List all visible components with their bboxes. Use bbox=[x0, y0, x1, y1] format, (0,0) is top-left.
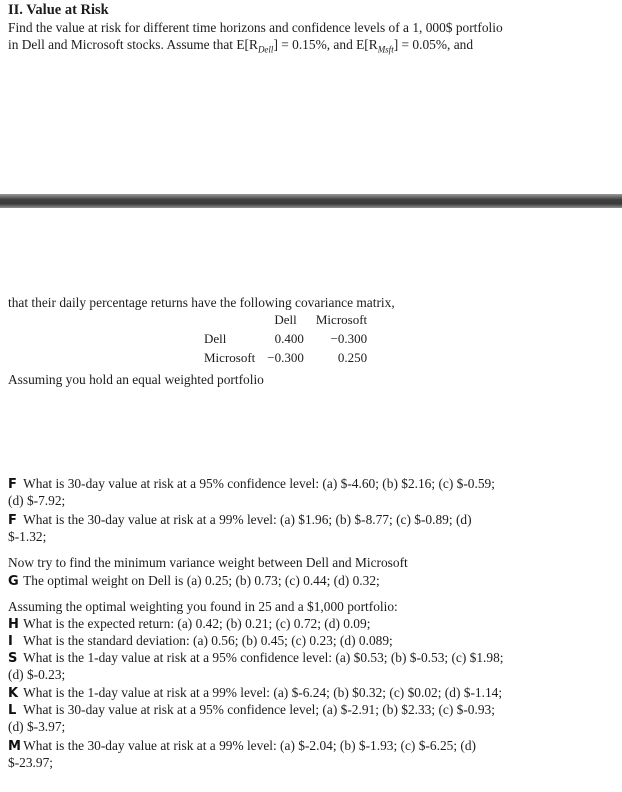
covariance-header-microsoft: Microsoft bbox=[315, 311, 368, 327]
handwritten-mark: F bbox=[8, 477, 17, 492]
covariance-cell: −0.300 bbox=[330, 330, 368, 346]
question-text: What is 30-day value at risk at a 95% confidence level; (a) $-2.91; (b) $2.33; (c) $-0.93; bbox=[23, 702, 495, 717]
intro-line-2 bbox=[8, 37, 473, 58]
subscript-dell: Dell bbox=[257, 44, 274, 55]
question-9-line-1 bbox=[8, 738, 476, 755]
covariance-cell: 0.400 bbox=[274, 330, 304, 346]
handwritten-mark: F bbox=[8, 513, 17, 528]
section-title: II. Value at Risk bbox=[8, 2, 109, 18]
covariance-intro: that their daily percentage returns have the following covariance matrix, bbox=[8, 295, 395, 310]
intro-line-1: Find the value at risk for different time horizons and confidence levels of a 1, 000$ portfolio bbox=[8, 20, 503, 35]
question-5 bbox=[8, 633, 393, 650]
page-divider bbox=[0, 194, 622, 208]
intro-text-a: in Dell and Microsoft stocks. Assume that E[R bbox=[8, 37, 258, 52]
covariance-cell: −0.300 bbox=[267, 349, 304, 365]
question-9-line-2: $-23.97; bbox=[8, 755, 54, 770]
question-text: What is the standard deviation: (a) 0.56; (b) 0.45; (c) 0.23; (d) 0.089; bbox=[23, 633, 393, 648]
covariance-corner bbox=[198, 310, 261, 329]
covariance-row-label: Dell bbox=[204, 330, 227, 346]
question-1-line-1 bbox=[8, 476, 495, 493]
intro-text-b: ] = 0.15%, and E[R bbox=[273, 37, 378, 52]
question-6-line-2: (d) $-0.23; bbox=[8, 667, 66, 682]
intro-text-c: ] = 0.05%, and bbox=[393, 37, 474, 52]
handwritten-mark: I bbox=[8, 634, 13, 649]
handwritten-mark: G bbox=[8, 574, 19, 589]
covariance-row bbox=[198, 348, 373, 367]
question-1-line-2: (d) $-7.92; bbox=[8, 493, 66, 508]
question-4 bbox=[8, 616, 370, 633]
handwritten-mark: H bbox=[8, 617, 19, 632]
question-3 bbox=[8, 573, 380, 590]
min-variance-text: Now try to find the minimum variance weight between Dell and Microsoft bbox=[8, 555, 408, 570]
question-2-line-2: $-1.32; bbox=[8, 529, 47, 544]
question-text: What is the 1-day value at risk at a 99% level: (a) $-6.24; (b) $0.32; (c) $0.02; (d) $-1.14; bbox=[23, 685, 503, 700]
subscript-msft: Msft bbox=[377, 44, 394, 55]
handwritten-mark: K bbox=[8, 686, 19, 701]
question-2-line-1 bbox=[8, 512, 472, 529]
question-text: What is the 30-day value at risk at a 99% level: (a) $1.96; (b) $-8.77; (c) $-0.89; (d) bbox=[23, 512, 472, 527]
covariance-row-label: Microsoft bbox=[204, 349, 256, 365]
question-8-line-2: (d) $-3.97; bbox=[8, 719, 66, 734]
covariance-cell: 0.250 bbox=[337, 349, 368, 365]
question-6-line-1 bbox=[8, 650, 504, 667]
covariance-row bbox=[198, 329, 373, 348]
optimal-text: Assuming the optimal weighting you found in 25 and a $1,000 portfolio: bbox=[8, 599, 398, 614]
handwritten-mark: M bbox=[8, 739, 21, 754]
covariance-header-row bbox=[198, 310, 373, 329]
question-text: What is the 1-day value at risk at a 95% confidence level: (a) $0.53; (b) $-0.53; (c) $1.98; bbox=[23, 650, 504, 665]
covariance-header-dell: Dell bbox=[274, 311, 297, 327]
question-7 bbox=[8, 685, 502, 702]
question-text: What is the expected return: (a) 0.42; (b) 0.21; (c) 0.72; (d) 0.09; bbox=[23, 616, 371, 631]
handwritten-mark: L bbox=[8, 703, 17, 718]
question-text: The optimal weight on Dell is (a) 0.25; (b) 0.73; (c) 0.44; (d) 0.32; bbox=[23, 573, 380, 588]
covariance-matrix bbox=[198, 310, 373, 367]
question-text: What is the 30-day value at risk at a 99% level: (a) $-2.04; (b) $-1.93; (c) $-6.25; (d) bbox=[23, 738, 477, 753]
assumption-text: Assuming you hold an equal weighted portfolio bbox=[8, 372, 264, 387]
handwritten-mark: S bbox=[8, 651, 18, 666]
question-text: What is 30-day value at risk at a 95% confidence level: (a) $-4.60; (b) $2.16; (c) $-0.59; bbox=[23, 476, 495, 491]
question-8-line-1 bbox=[8, 702, 495, 719]
